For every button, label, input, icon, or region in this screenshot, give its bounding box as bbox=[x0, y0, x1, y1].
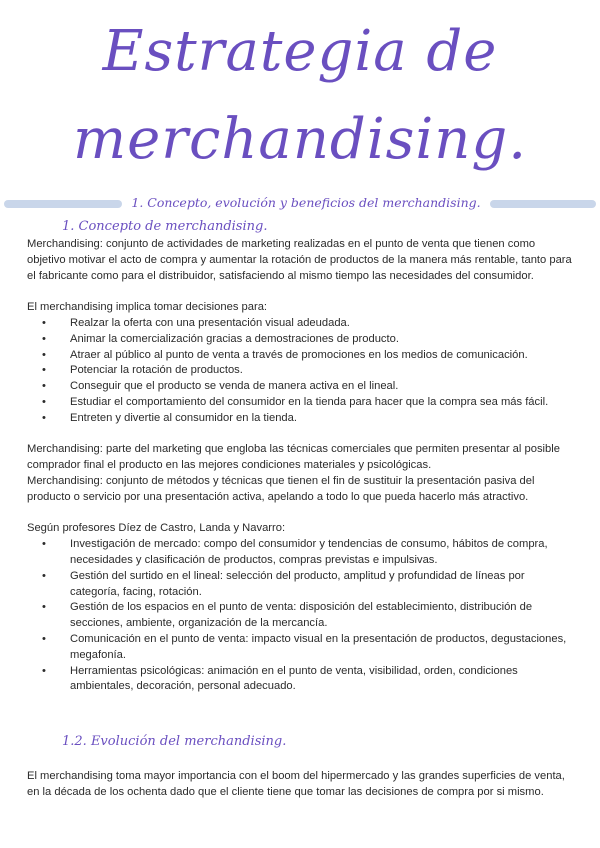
list-item: • Realzar la oferta con una presentación visual adeudada. bbox=[27, 316, 572, 332]
subsection-body-concepto bbox=[27, 237, 572, 695]
list-item: • Entreten y divertie al consumidor en la tienda. bbox=[27, 411, 572, 427]
list-item: • Estudiar el comportamiento del consumidor en la tienda para hacer que la compra sea más fácil. bbox=[27, 395, 572, 411]
subsection-heading-evolucion: 1.2. Evolución del merchandising. bbox=[62, 734, 287, 749]
list-item: • Conseguir que el producto se venda de manera activa en el lineal. bbox=[27, 379, 572, 395]
decisions-intro: El merchandising implica tomar decisiones para: bbox=[27, 301, 268, 314]
section-title: 1. Concepto, evolución y beneficios del merchandising. bbox=[131, 195, 481, 210]
subsection-body-evolucion bbox=[27, 758, 572, 812]
section-header bbox=[0, 196, 600, 212]
list-item: • Gestión del surtido en el lineal: selección del producto, amplitud y profundidad de líneas por categoría, facing, rotación. bbox=[27, 569, 572, 601]
authors-list bbox=[27, 537, 572, 695]
list-item: • Comunicación en el punto de venta: impacto visual en la presentación de productos, degustaciones, megafonía. bbox=[27, 632, 572, 664]
definition-paragraph: Merchandising: conjunto de actividades de marketing realizadas en el punto de venta que tienen como objetivo motivar el acto de compra y aumentar la rotación de productos de la manera más rentable, tanto para el fabricante como para el distribuidor, satisfaciendo al mismo tiempo las necesidades del consumidor. bbox=[27, 238, 572, 282]
definition3-paragraph: Merchandising: conjunto de métodos y técnicas que tienen el fin de sustituir la presentación pasiva del producto o servicio por una presentación activa, apelando a todo lo que pueda hacerlo más atractivo. bbox=[27, 474, 535, 503]
authors-intro: Según profesores Díez de Castro, Landa y Navarro: bbox=[27, 522, 286, 535]
list-item: • Herramientas psicológicas: animación en el punto de venta, visibilidad, orden, condiciones ambientales, decoración, personal adecuado. bbox=[27, 664, 572, 696]
list-item: • Potenciar la rotación de productos. bbox=[27, 363, 572, 379]
highlight-bar-right bbox=[490, 200, 596, 208]
definition2-paragraph: Merchandising: parte del marketing que engloba las técnicas comerciales que permiten presentar al posible comprador final el producto en las mejores condiciones materiales y psicológicas. bbox=[27, 443, 560, 472]
list-item: • Gestión de los espacios en el punto de venta: disposición del establecimiento, distribución de secciones, ambiente, organización de la mercancía. bbox=[27, 600, 572, 632]
list-item: • Investigación de mercado: compo del consumidor y tendencias de consumo, hábitos de compra, necesidades y clasificación de productos, compras previstas e impulsivas. bbox=[27, 537, 572, 569]
page-title-line-1: Estrategia de bbox=[102, 19, 498, 84]
decisions-list bbox=[27, 316, 572, 427]
highlight-bar-left bbox=[4, 200, 122, 208]
list-item: • Atraer al público al punto de venta a través de promociones en los medios de comunicación. bbox=[27, 348, 572, 364]
list-item: • Animar la comercialización gracias a demostraciones de producto. bbox=[27, 332, 572, 348]
subsection-heading-concepto: 1. Concepto de merchandising. bbox=[62, 219, 268, 234]
page-title-line-2: merchandising. bbox=[72, 107, 527, 172]
evolution-paragraph: El merchandising toma mayor importancia con el boom del hipermercado y las grandes superficies de venta, en la década de los ochenta dado que el cliente tiene que tomar las decisiones de compra por si mismo. bbox=[27, 770, 565, 798]
